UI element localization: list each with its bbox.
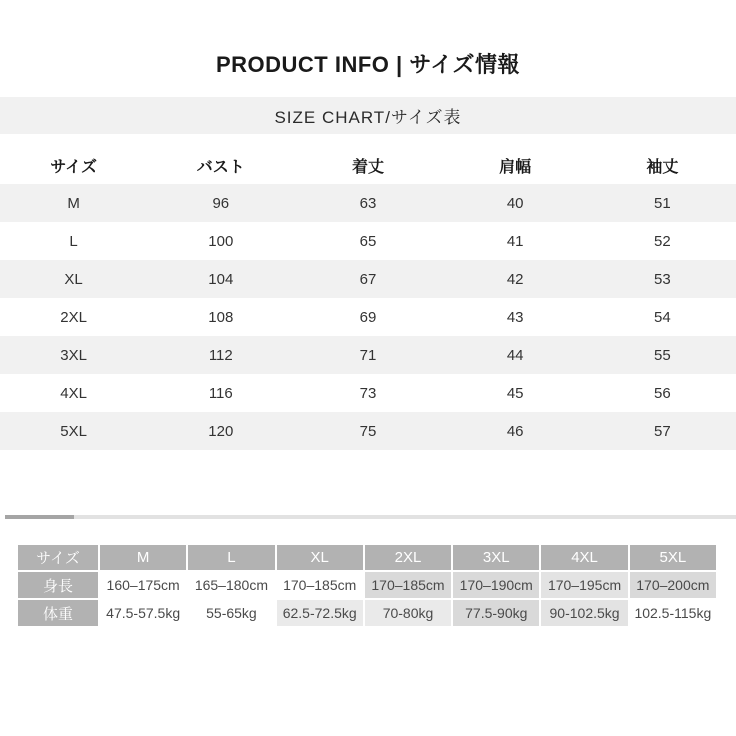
measurement-cell: 71	[359, 346, 377, 364]
measurement-cell: 46	[506, 422, 524, 440]
body-table-col-header: M	[100, 545, 186, 570]
body-row-label: 身長	[18, 572, 98, 598]
size-chart-row	[0, 336, 736, 374]
measurement-cell: 73	[359, 384, 377, 402]
body-row-label: 体重	[18, 600, 98, 626]
measurement-cell: 56	[654, 384, 671, 402]
body-data-cell: 90-102.5kg	[541, 600, 627, 626]
measurement-cell: 104	[208, 270, 234, 288]
size-chart-row	[0, 184, 736, 222]
body-table-col-header: 3XL	[453, 545, 539, 570]
measurement-cell: 96	[212, 194, 230, 212]
size-chart-body	[0, 184, 736, 450]
body-data-cell: 70-80kg	[365, 600, 451, 626]
measurement-cell: 43	[506, 308, 524, 326]
size-chart-header-row	[0, 146, 736, 184]
measurement-cell: 52	[654, 232, 671, 250]
measurement-cell: 54	[654, 308, 671, 326]
size-label-cell: 4XL	[60, 384, 87, 402]
body-data-cell: 170–185cm	[277, 572, 363, 598]
size-chart-col-header: バスト	[196, 158, 245, 176]
body-table-body	[18, 572, 716, 626]
body-data-cell: 170–200cm	[630, 572, 716, 598]
body-data-cell: 170–190cm	[453, 572, 539, 598]
body-data-cell: 77.5-90kg	[453, 600, 539, 626]
measurement-cell: 57	[654, 422, 671, 440]
body-data-cell: 47.5-57.5kg	[100, 600, 186, 626]
size-chart-row	[0, 374, 736, 412]
body-table-header	[18, 545, 716, 570]
size-chart-col-header: 肩幅	[499, 158, 532, 176]
size-chart-row	[0, 412, 736, 450]
measurement-cell: 75	[359, 422, 377, 440]
measurement-cell: 65	[359, 232, 377, 250]
size-label-cell: 3XL	[60, 346, 87, 364]
size-chart-col-header: 袖丈	[646, 158, 679, 176]
body-data-cell: 55-65kg	[188, 600, 274, 626]
measurement-cell: 55	[654, 346, 671, 364]
measurement-cell: 108	[208, 308, 234, 326]
body-table-header-row	[18, 545, 716, 570]
size-chart-header	[0, 146, 736, 184]
body-size-table	[16, 543, 718, 628]
body-table-col-header: 5XL	[630, 545, 716, 570]
body-table-row	[18, 600, 716, 626]
measurement-cell: 67	[359, 270, 377, 288]
body-table-col-header: 4XL	[541, 545, 627, 570]
body-data-cell: 170–185cm	[365, 572, 451, 598]
size-label-cell: 2XL	[60, 308, 87, 326]
measurement-cell: 116	[208, 384, 233, 402]
size-chart-row	[0, 222, 736, 260]
measurement-cell: 51	[654, 194, 671, 212]
measurement-cell: 41	[506, 232, 524, 250]
page-title: PRODUCT INFO | サイズ情報	[215, 52, 521, 77]
size-chart-table	[0, 146, 736, 450]
body-table-col-header: 2XL	[365, 545, 451, 570]
measurement-cell: 45	[506, 384, 524, 402]
measurement-cell: 40	[506, 194, 524, 212]
measurement-cell: 53	[654, 270, 671, 288]
body-table-col-header: XL	[277, 545, 363, 570]
size-label-cell: L	[69, 232, 78, 250]
measurement-cell: 120	[208, 422, 234, 440]
body-data-cell: 160–175cm	[100, 572, 186, 598]
section-subtitle-band	[0, 97, 736, 134]
horizontal-scrollbar[interactable]	[5, 515, 736, 519]
size-label-cell: 5XL	[60, 422, 87, 440]
size-label-cell: M	[67, 194, 80, 212]
size-chart-col-header: 着丈	[351, 158, 384, 176]
body-data-cell: 165–180cm	[188, 572, 274, 598]
size-chart-col-header: サイズ	[50, 158, 97, 176]
size-label-cell: XL	[64, 270, 83, 288]
measurement-cell: 100	[208, 232, 234, 250]
measurement-cell: 63	[359, 194, 377, 212]
body-data-cell: 62.5-72.5kg	[277, 600, 363, 626]
section-subtitle: SIZE CHART/サイズ表	[274, 108, 462, 127]
body-table-corner-label: サイズ	[18, 545, 98, 570]
measurement-cell: 112	[208, 346, 233, 364]
size-chart-row	[0, 260, 736, 298]
size-chart-row	[0, 298, 736, 336]
body-table-row	[18, 572, 716, 598]
body-table-col-header: L	[188, 545, 274, 570]
body-data-cell: 102.5-115kg	[630, 600, 716, 626]
measurement-cell: 42	[506, 270, 524, 288]
measurement-cell: 69	[359, 308, 377, 326]
scrollbar-thumb[interactable]	[5, 515, 74, 519]
body-data-cell: 170–195cm	[541, 572, 627, 598]
measurement-cell: 44	[506, 346, 524, 364]
